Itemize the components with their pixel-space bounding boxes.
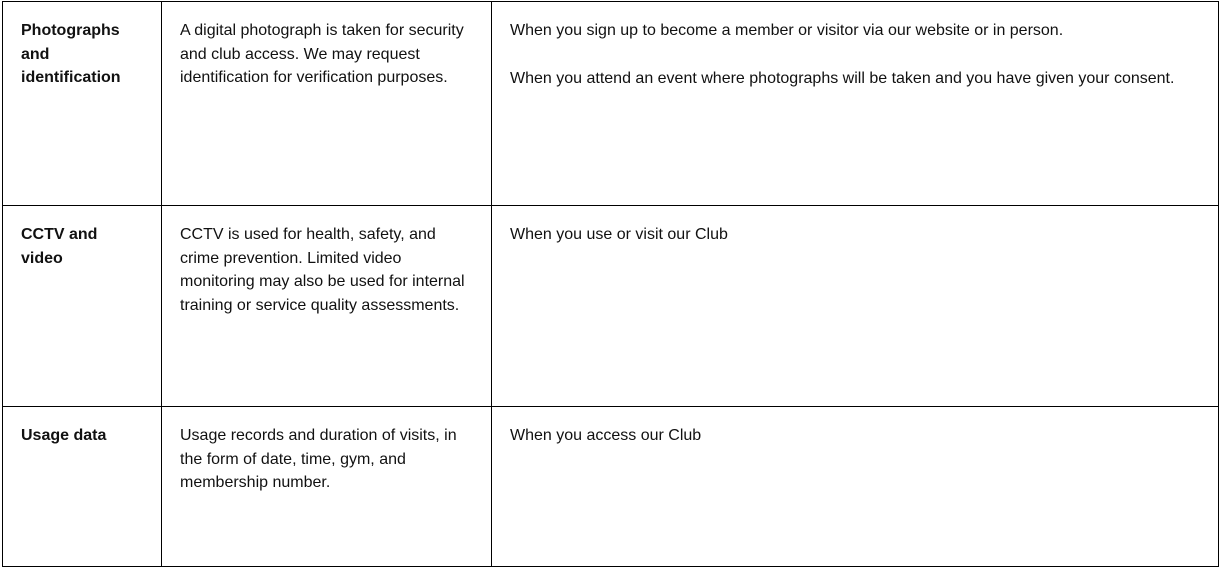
category-cell: Usage data [3,407,162,567]
when-paragraph: When you use or visit our Club [510,226,728,243]
when-cell [492,206,1219,407]
description-cell: CCTV is used for health, safety, and crime prevention. Limited video monitoring may also be used for internal training or service quality assessments. [162,206,492,407]
when-paragraph: When you access our Club [510,427,702,444]
table-row [3,407,1219,567]
when-paragraph: When you sign up to become a member or visitor via our website or in person. [510,22,1064,39]
data-collection-table [2,1,1219,567]
category-cell: Photographs and identification [3,2,162,206]
description-cell: A digital photograph is taken for security and club access. We may request identification for verification purposes. [162,2,492,206]
table-row [3,2,1219,206]
table-row [3,206,1219,407]
category-cell: CCTV and video [3,206,162,407]
when-cell [492,407,1219,567]
description-cell: Usage records and duration of visits, in the form of date, time, gym, and membership number. [162,407,492,567]
when-cell [492,2,1219,206]
when-paragraph: When you attend an event where photographs will be taken and you have given your consent. [510,69,1175,87]
